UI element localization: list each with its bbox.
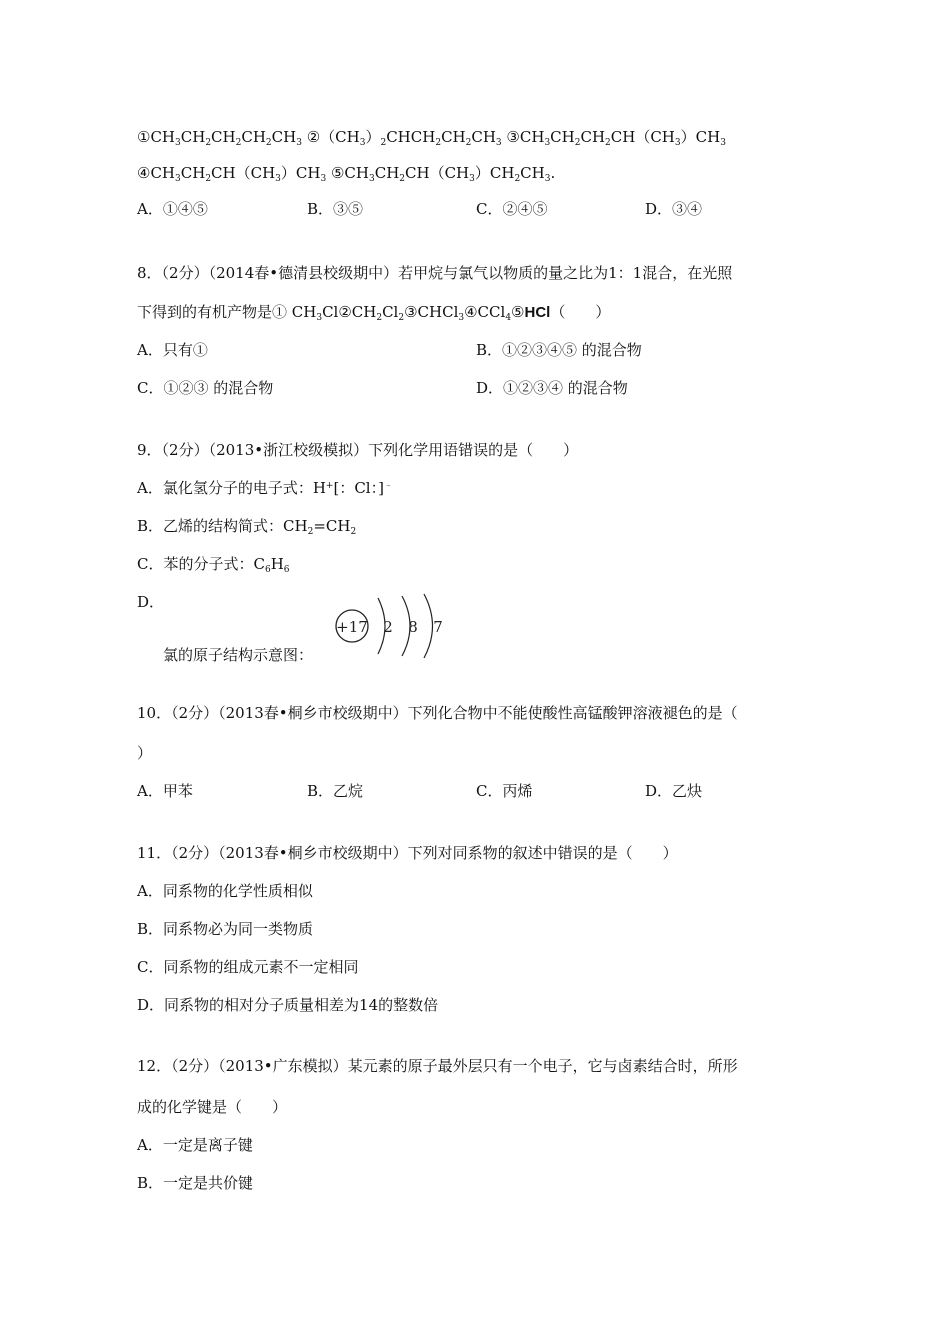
q8-option-a[interactable]: A．只有① (137, 341, 208, 359)
q9-option-d-label[interactable]: D． (137, 593, 165, 611)
q9-stem: 9．（2分）（2013•浙江校级模拟）下列化学用语错误的是（ ） (137, 441, 579, 459)
q10-stem-line-2: ） (137, 744, 153, 762)
q8-option-c[interactable]: C．①②③ 的混合物 (137, 379, 274, 397)
shell-1-electrons: 2 (383, 618, 393, 636)
q7-option-a[interactable]: A．①④⑤ (137, 200, 208, 218)
q9-option-d-text: 氯的原子结构示意图： (163, 646, 314, 664)
q10-stem-line-1: 10．（2分）（2013春•桐乡市校级期中）下列化合物中不能使酸性高锰酸钾溶液褪色的是（ (137, 704, 738, 722)
q7-compounds-line-1: $①CH_3CH_2CH_2CH_2CH_3$ $②(CH_3)_2CHCH_2CH_2CH_3$ $③CH_3CH_2CH_2CH(CH_3)CH_3$ (137, 128, 726, 148)
q7-option-d[interactable]: D．③④ (645, 200, 703, 218)
q8-stem-line-1: 8．（2分）（2014春•德清县校级期中）若甲烷与氯气以物质的量之比为1：1混合，在光照 (137, 264, 733, 282)
q7-option-b[interactable]: B．③⑤ (307, 200, 364, 218)
q12-stem-line-2: 成的化学键是（ ） (137, 1098, 288, 1116)
q8-stem-line-2: 下得到的有机产物是① $CH_3Cl②CH_2Cl_2③CHCl_3④CCl_4⑤HCl$（ ） (137, 303, 611, 323)
q10-option-b[interactable]: B．乙烷 (307, 782, 364, 800)
q7-option-c[interactable]: C．②④⑤ (476, 200, 548, 218)
q10-option-d[interactable]: D．乙炔 (645, 782, 703, 800)
q10-option-a[interactable]: A．甲苯 (137, 782, 193, 800)
shell-2-electrons: 8 (408, 618, 418, 636)
q10-option-c[interactable]: C．丙烯 (476, 782, 533, 800)
q9-option-b[interactable]: B．乙烯的结构简式：$CH_2=CH_2$ (137, 517, 357, 537)
q9-option-a[interactable]: A．氯化氢分子的电子式：H+[：Cl：]﹣ (137, 479, 393, 497)
shell-3-electrons: 7 (433, 618, 443, 636)
q8-option-b[interactable]: B．①②③④⑤ 的混合物 (476, 341, 642, 359)
q11-option-b[interactable]: B．同系物必为同一类物质 (137, 920, 314, 938)
q11-option-d[interactable]: D．同系物的相对分子质量相差为14的整数倍 (137, 996, 439, 1014)
q12-stem-line-1: 12．（2分）（2013•广东模拟）某元素的原子最外层只有一个电子，它与卤素结合时，所形 (137, 1057, 738, 1075)
nucleus-charge: +17 (336, 618, 368, 636)
q11-stem: 11．（2分）（2013春•桐乡市校级期中）下列对同系物的叙述中错误的是（ ） (137, 844, 678, 862)
q9-option-c[interactable]: C．苯的分子式：$C_6H_6$ (137, 555, 290, 575)
electron-shell-3 (424, 594, 433, 658)
q8-option-d[interactable]: D．①②③④ 的混合物 (476, 379, 628, 397)
q11-option-c[interactable]: C．同系物的组成元素不一定相同 (137, 958, 359, 976)
q7-compounds-line-2: $④CH_3CH_2CH(CH_3)CH_3$ $⑤CH_3CH_2CH(CH_3)CH_2CH_3$. (137, 164, 556, 184)
chlorine-atom-structure-diagram (330, 590, 460, 660)
q12-option-a[interactable]: A．一定是离子键 (137, 1136, 253, 1154)
q12-option-b[interactable]: B．一定是共价键 (137, 1174, 254, 1192)
q11-option-a[interactable]: A．同系物的化学性质相似 (137, 882, 313, 900)
